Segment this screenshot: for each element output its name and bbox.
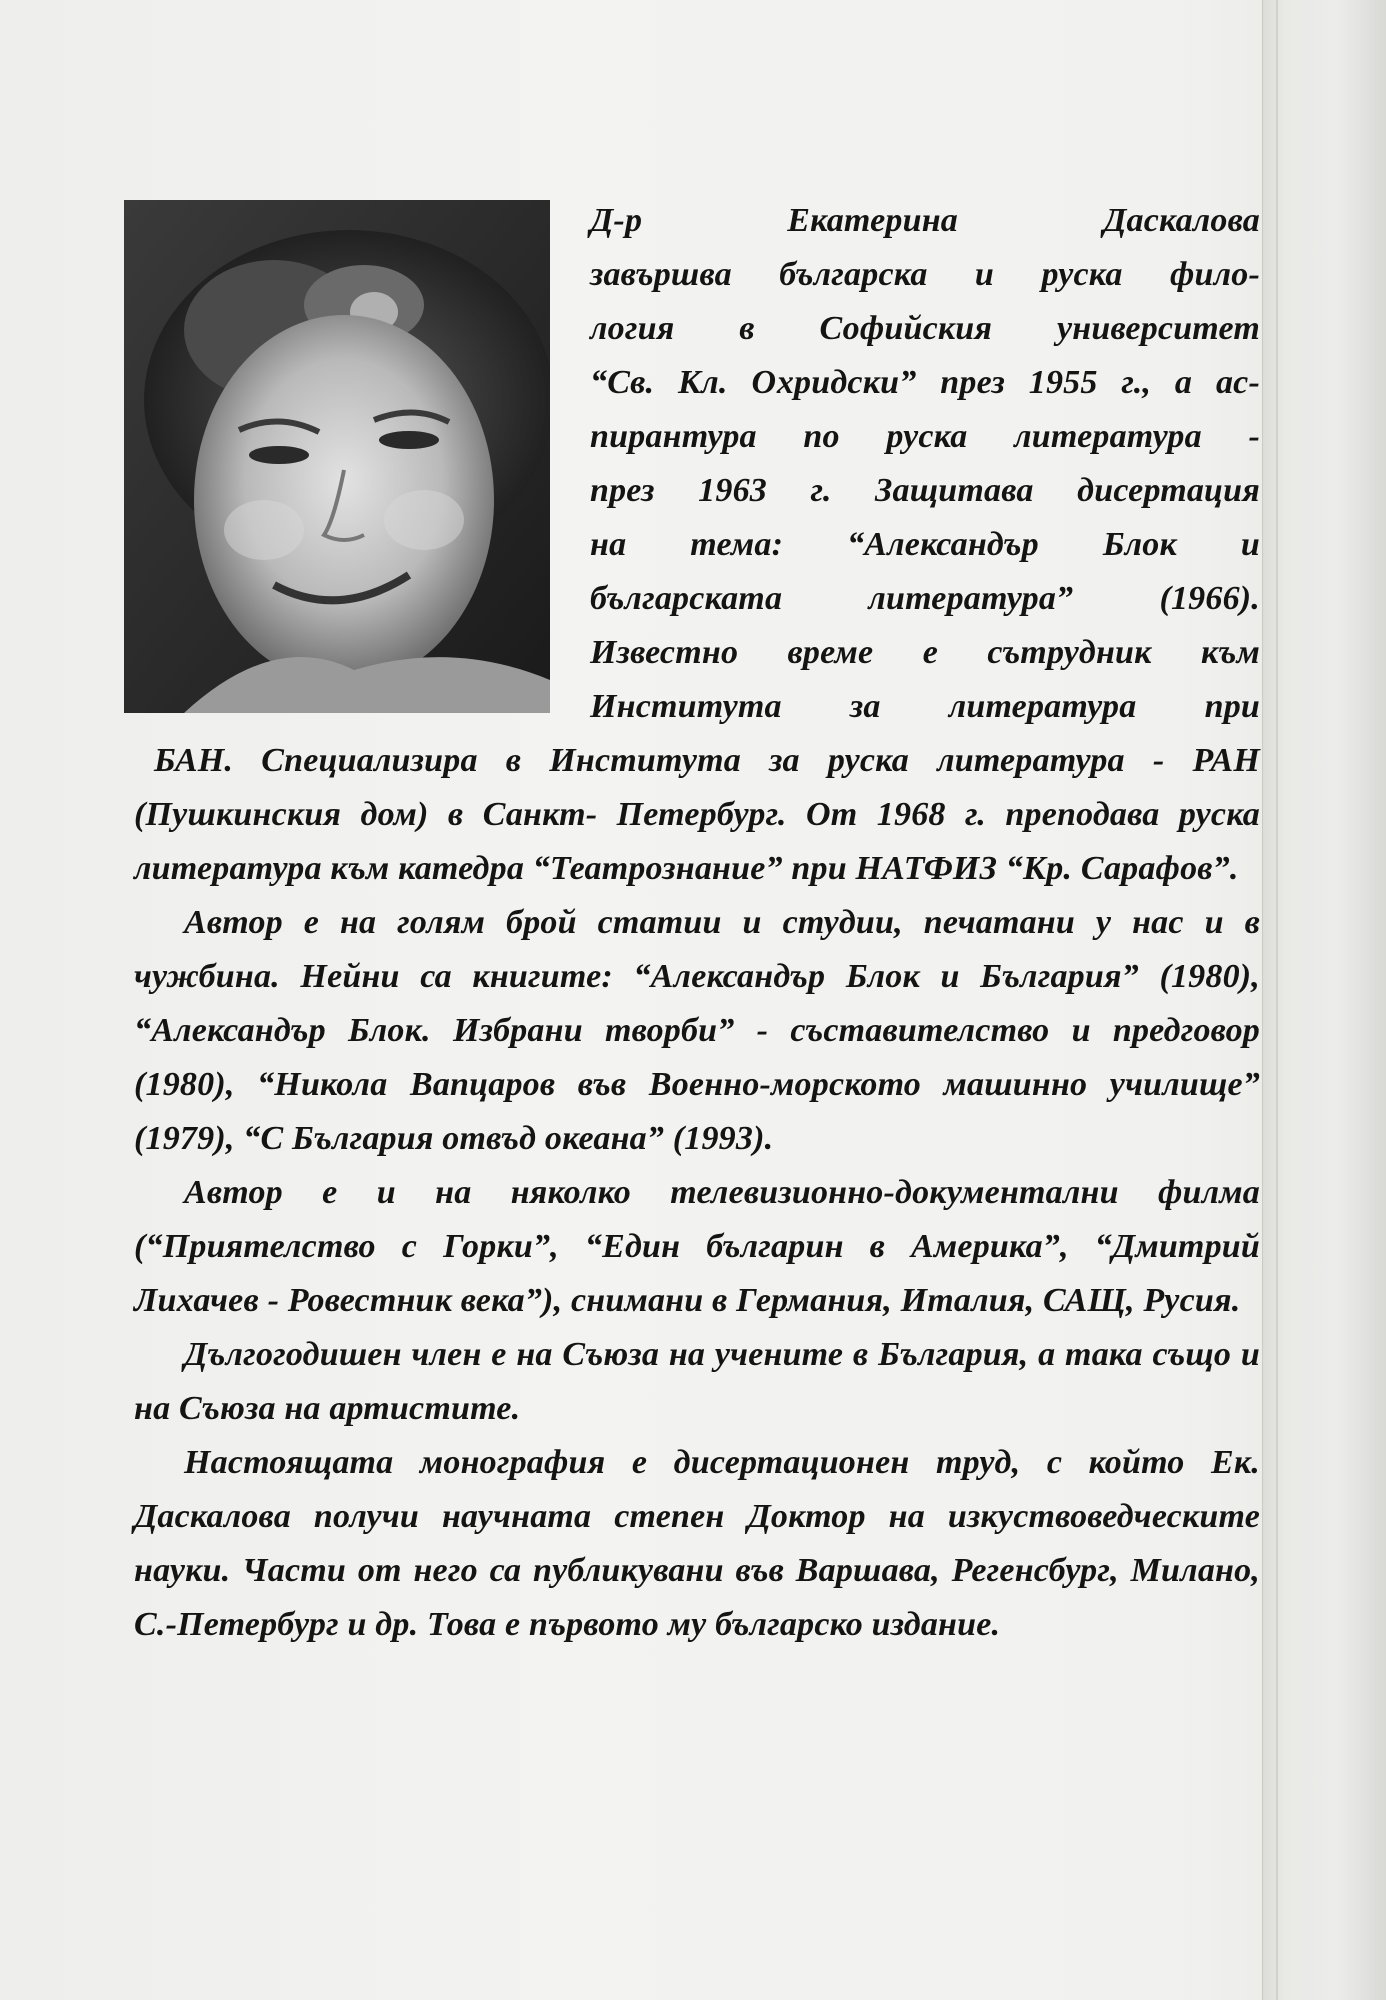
bio-intro-line: пирантура по руска литература - (590, 418, 1260, 455)
spine-crease (1276, 0, 1278, 2000)
bio-paragraph-memberships: Дългогодишен член е на Съюза на учените в България, а така също и на Съюза на артистите. (134, 1336, 1260, 1427)
bio-intro-line: Д-р Екатерина Даскалова (590, 202, 1260, 239)
bio-main-block (134, 734, 1260, 1652)
bio-intro-line: завършва българска и руска фило- (590, 256, 1260, 293)
author-portrait-photo (124, 200, 550, 713)
bio-paragraph-works: Автор е на голям брой статии и студии, печатани у нас и в чужбина. Нейни са книгите: “Александър Блок и България” (1980), “Александър Блок. Избрани творби” - съставителство и предговор (1980), “Никола Вапцаров във Военно-морското машинно училище” (1979), “С България отвъд океана” (1993). (134, 904, 1260, 1157)
bio-intro-line: през 1963 г. Защитава дисертация (590, 472, 1260, 509)
bio-intro-line: логия в Софийския университет (590, 310, 1260, 347)
bio-intro-line: “Св. Кл. Охридски” през 1955 г., а ас- (590, 364, 1260, 401)
bio-continuation: БАН. Специализира в Института за руска литература - РАН (Пушкинския дом) в Санкт- Петербург. От 1968 г. преподава руска литература към катедра “Театрознание” при НАТФИЗ “Кр. Сарафов”. (134, 742, 1260, 887)
bio-intro-block (590, 194, 1260, 734)
bio-intro-line: българската литература” (1966). (590, 580, 1260, 617)
bio-paragraph-monograph: Настоящата монография е дисертационен труд, с който Ек. Даскалова получи научната степен Доктор на изкуствоведческите науки. Части от него са публикувани във Варшава, Регенсбург, Милано, С.-Петербург и др. Това е първото му българско издание. (134, 1444, 1260, 1643)
bio-intro-line: на тема: “Александър Блок и (590, 526, 1260, 563)
bio-intro-line: Известно време е сътрудник към (590, 634, 1260, 671)
bio-intro-line: Института за литература при (590, 688, 1260, 725)
bio-paragraph-films: Автор е и на няколко телевизионно-документални филма (“Приятелство с Горки”, “Един българин в Америка”, “Дмитрий Лихачев - Ровестник века”), снимани в Германия, Италия, САЩ, Русия. (134, 1174, 1260, 1319)
book-spine (1262, 0, 1386, 2000)
portrait-image (124, 200, 550, 713)
